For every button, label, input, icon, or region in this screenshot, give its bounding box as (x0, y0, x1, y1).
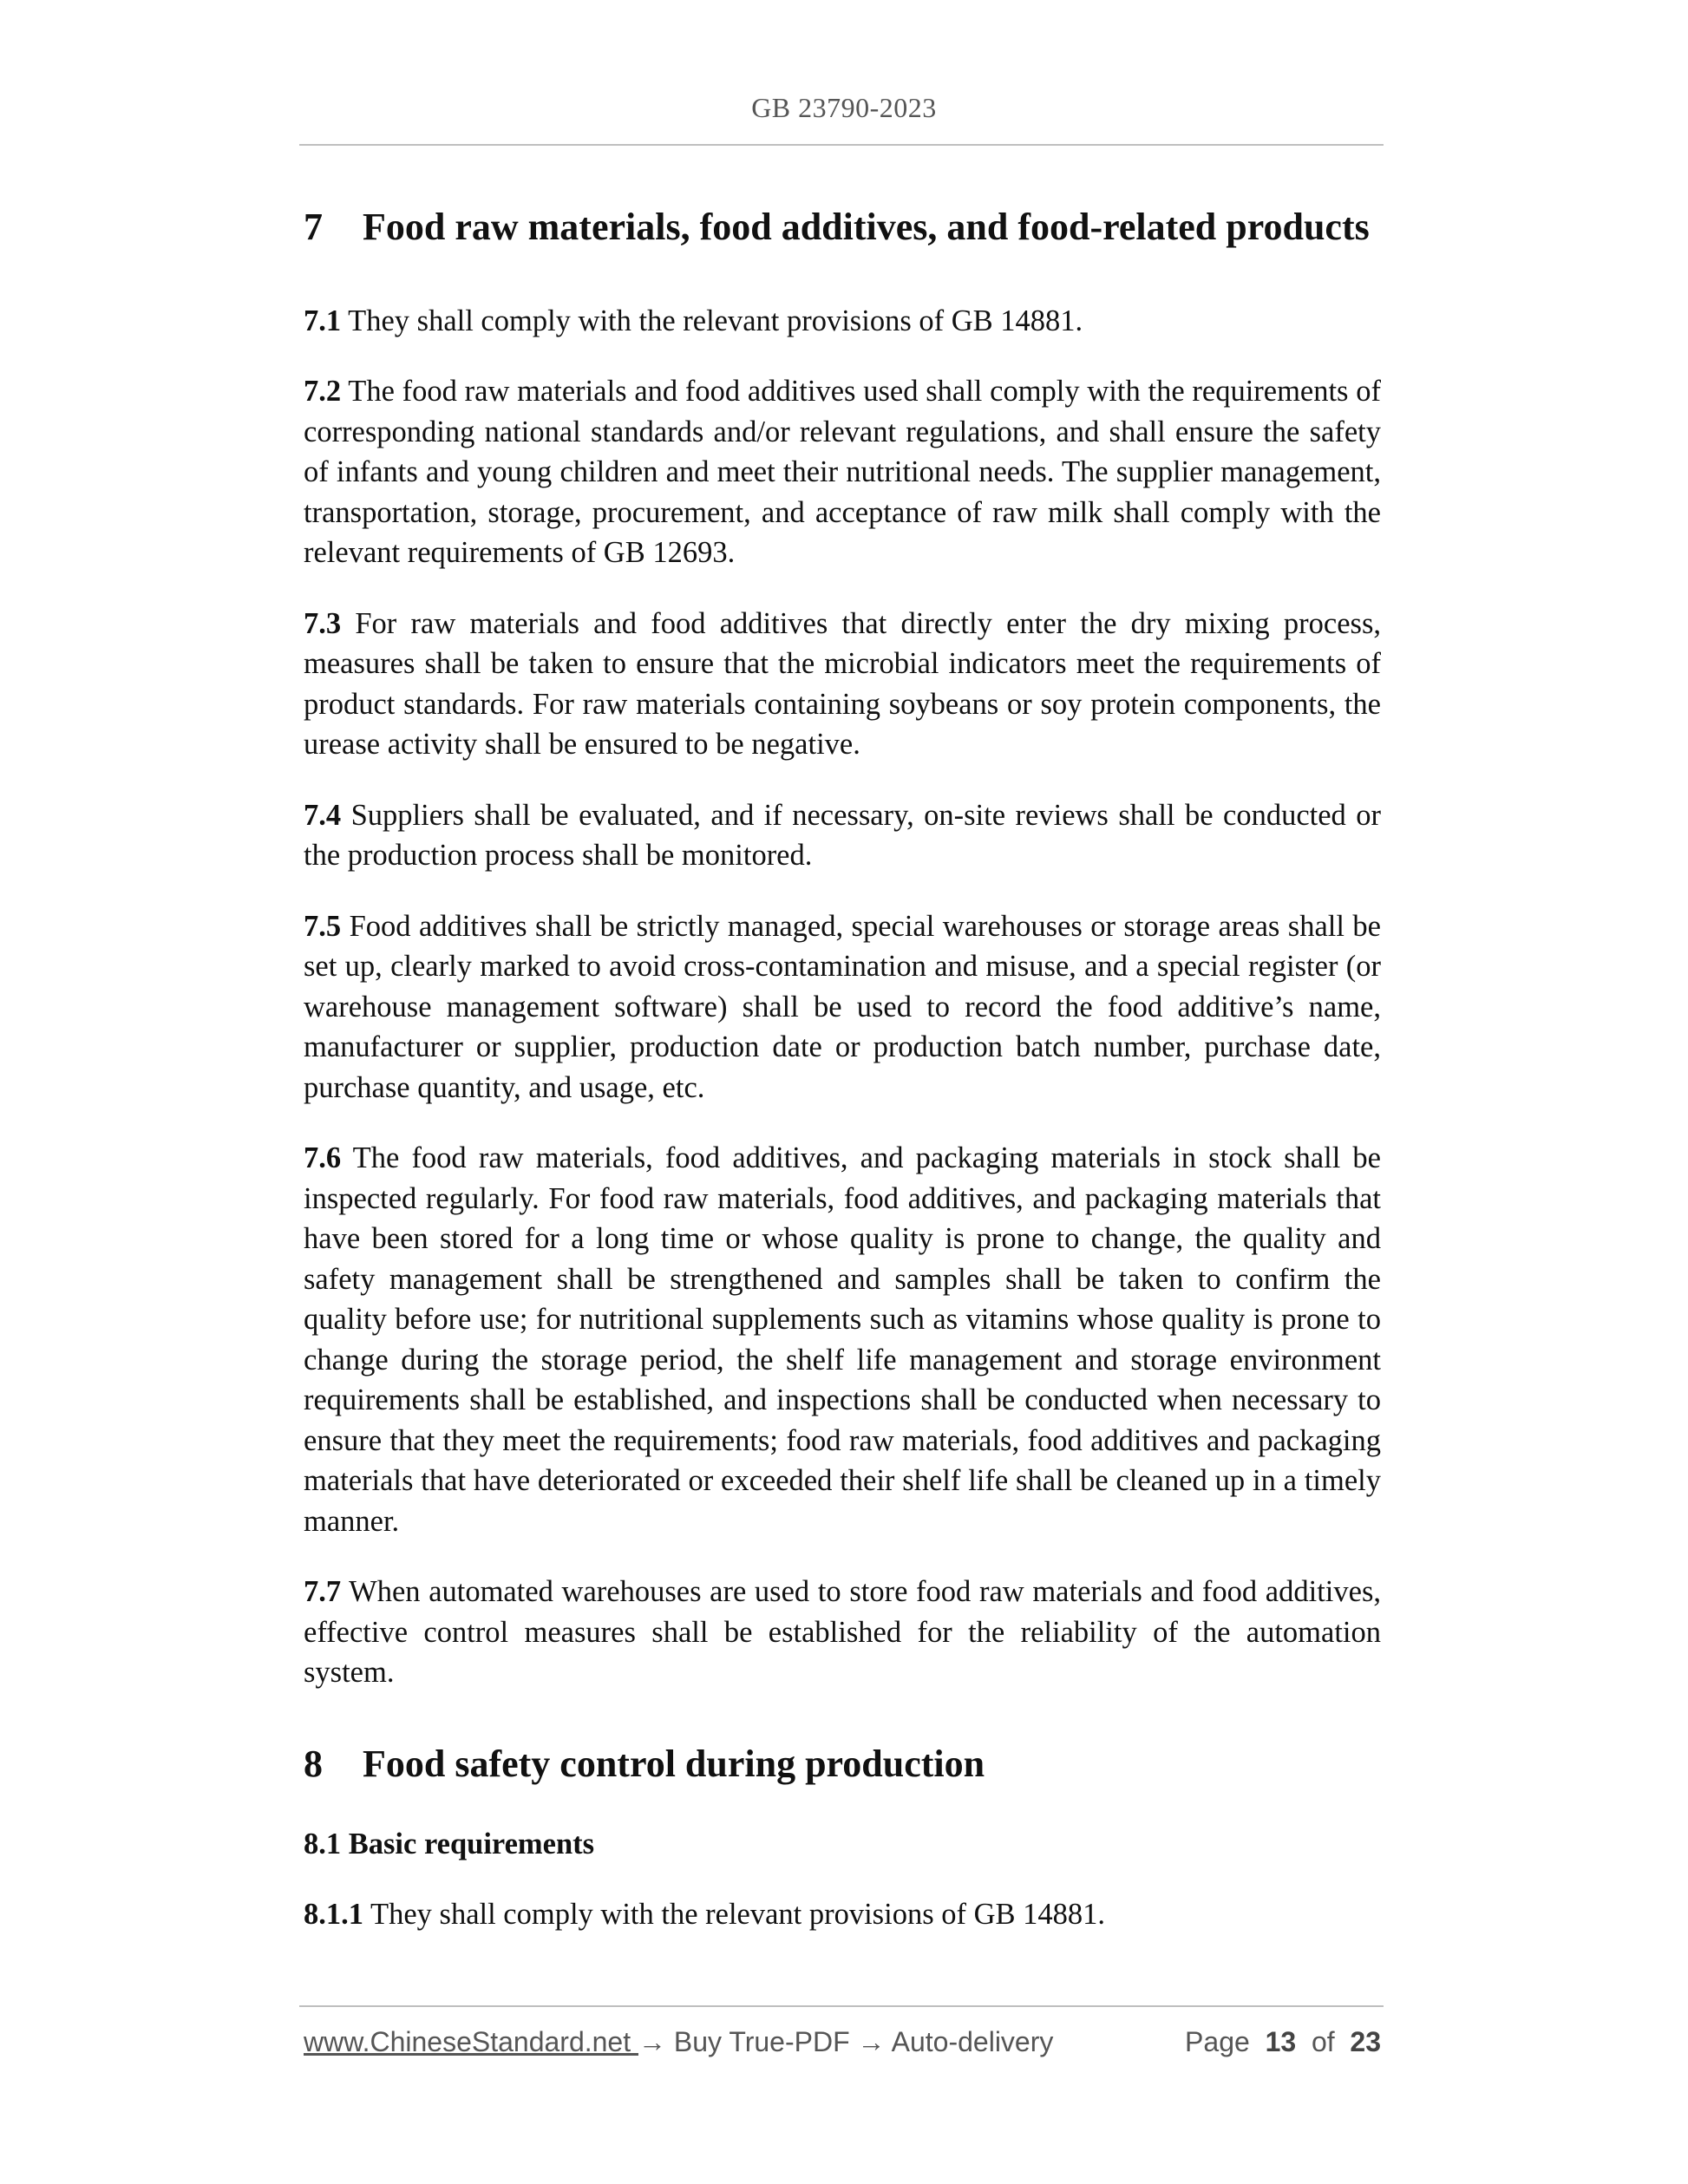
section-8-number: 8 (304, 1742, 323, 1785)
clause-7-5 (304, 906, 1381, 1108)
subsection-8-1-heading: 8.1 Basic requirements (304, 1827, 595, 1860)
of-label: of (1311, 2026, 1335, 2057)
clause-text: When automated warehouses are used to store food raw materials and food additives, effective control measures shall be established for the reliability of the automation system. (304, 1575, 1381, 1690)
page-footer (304, 2026, 1381, 2064)
page-indicator (1185, 2026, 1381, 2058)
footer-divider (299, 2005, 1384, 2007)
clause-7-4 (304, 795, 1381, 876)
auto-delivery-text: Auto-delivery (885, 2026, 1054, 2057)
clause-8-1-1 (304, 1894, 1381, 1935)
clause-number: 7.6 (304, 1141, 342, 1175)
clause-number: 8.1.1 (304, 1898, 363, 1932)
section-8-heading (304, 1742, 1381, 1788)
clause-text: They shall comply with the relevant provisions of GB 14881. (363, 1898, 1106, 1932)
clause-7-6 (304, 1138, 1381, 1541)
clause-text: The food raw materials and food additives used shall comply with the requirements of corresponding national standards and/or relevant regulations, and shall ensure the safety of infants and young children and meet their nutritional needs. The supplier management, transportation, storage, procurement, and acceptance of raw milk shall comply with the relevant requirements of GB 12693. (304, 375, 1381, 570)
buy-true-pdf-text: Buy True-PDF (666, 2026, 858, 2057)
page-current: 13 (1265, 2026, 1297, 2057)
clause-text: The food raw materials, food additives, and packaging materials in stock shall be inspected regularly. For food raw materials, food additives, and packaging materials that have been stored for a long time or whose quality is prone to change, the quality and safety management shall be strengthened and samples shall be taken to confirm the quality before use; for nutritional supplements such as vitamins whose quality is prone to change during the storage period, the shelf life management and storage environment requirements shall be established, and inspections shall be conducted when necessary to ensure that they meet the requirements; food raw materials, food additives and packaging materials that have deteriorated or exceeded their shelf life shall be cleaned up in a timely manner. (304, 1141, 1381, 1538)
document-id-header: GB 23790-2023 (751, 92, 937, 123)
clause-7-3 (304, 604, 1381, 765)
clause-text: They shall comply with the relevant provisions of GB 14881. (341, 304, 1083, 337)
clause-number: 7.3 (304, 606, 342, 640)
clause-7-1 (304, 301, 1381, 342)
section-7-number: 7 (304, 206, 323, 248)
clause-text: Suppliers shall be evaluated, and if necessary, on-site reviews shall be conducted or the production process shall be monitored. (304, 798, 1381, 873)
clause-number: 7.5 (304, 909, 342, 943)
page-content (304, 205, 1381, 1965)
footer-promo (304, 2026, 1053, 2058)
section-7-heading (304, 205, 1381, 251)
clause-7-2 (304, 371, 1381, 573)
clause-number: 7.2 (304, 375, 342, 409)
clause-number: 7.1 (304, 304, 342, 337)
arrow-right-icon: → (638, 2026, 666, 2057)
clause-text: Food additives shall be strictly managed, special warehouses or storage areas shall be set up, clearly marked to avoid cross-contamination and misuse, and a special register (or warehouse management software) shall be used to record the food additive’s name, manufacturer or supplier, production date or production batch number, purchase date, purchase quantity, and usage, etc. (304, 909, 1381, 1104)
header-divider (299, 144, 1384, 146)
clause-text: For raw materials and food additives that directly enter the dry mixing process, measures shall be taken to ensure that the microbial indicators meet the requirements of product standards. For raw materials containing soybeans or soy protein components, the urease activity shall be ensured to be negative. (304, 606, 1381, 762)
website-link[interactable]: www.ChineseStandard.net (304, 2026, 638, 2057)
page-label: Page (1185, 2026, 1250, 2057)
page-total: 23 (1350, 2026, 1381, 2057)
clause-7-7 (304, 1572, 1381, 1693)
section-7-title: Food raw materials, food additives, and food-related products (363, 206, 1370, 248)
arrow-right-icon: → (857, 2026, 886, 2057)
section-8-title: Food safety control during production (363, 1742, 985, 1785)
clause-number: 7.7 (304, 1575, 342, 1609)
clause-number: 7.4 (304, 798, 342, 832)
